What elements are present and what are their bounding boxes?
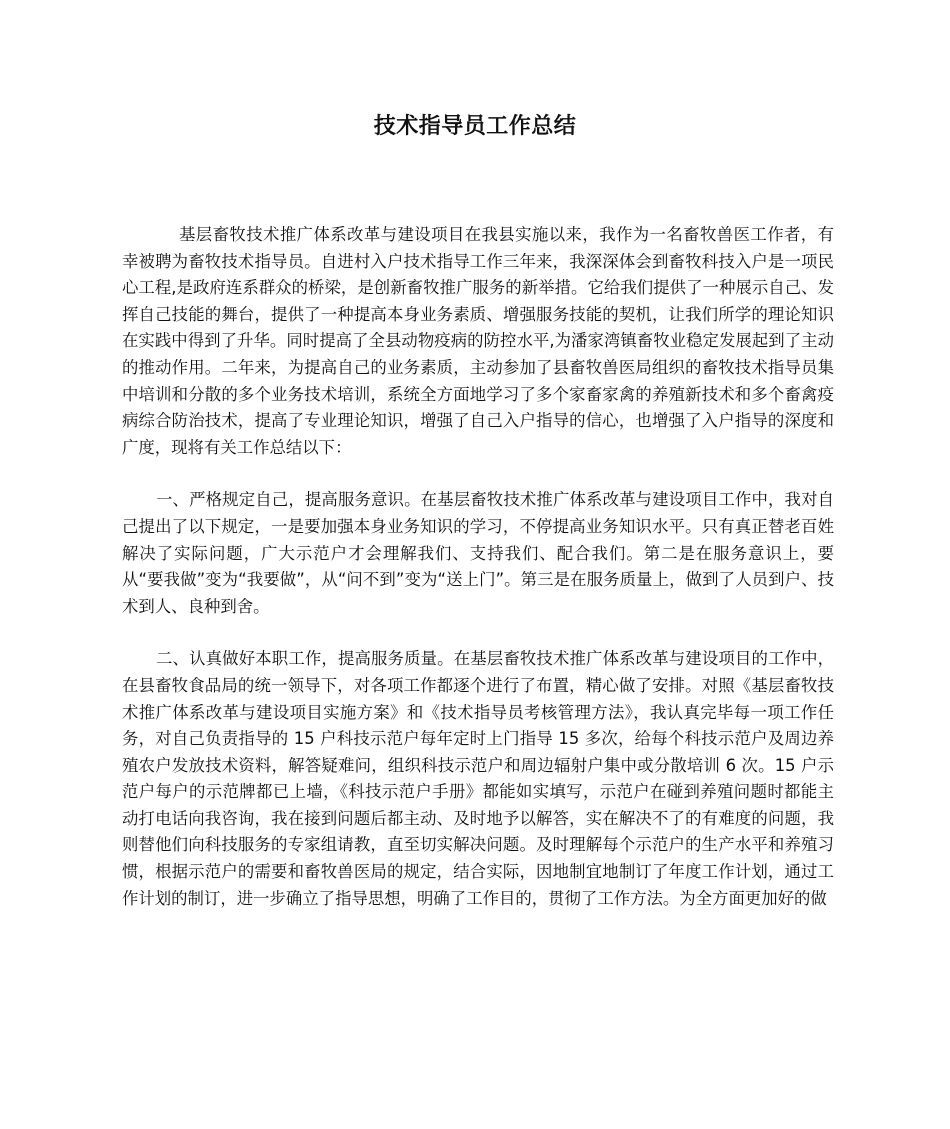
document-title: 技术指导员工作总结 xyxy=(373,113,577,139)
paragraph-section-2: 二、认真做好本职工作，提高服务质量。在基层畜牧技术推广体系改革与建设项目的工作中，在县畜牧食品局的统一领导下，对各项工作都逐个进行了布置，精心做了安排。对照《基层畜牧技术推广体系改革与建设项目实施方案》和《技术指导员考核管理方法》，我认真完毕每一项工作任务，对自己负责指导的 15 户科技示范户每年定时上门指导 15 多次，给每个科技示范户及周边养殖农户发放技术资料，解答疑难问，组织科技示范户和周边辐射户集中或分散培训 6 次。15 户示范户每户的示范牌都已上墙，《科技示范户手册》都能如实填写，示范户在碰到养殖问题时都能主动打电话向我咨询，我在接到问题后都主动、及时地予以解答，实在解决不了的有难度的问题，我则替他们向科技服务的专家组请教，直至切实解决问题。及时理解每个示范户的生产水平和养殖习惯，根据示范户的需要和畜牧兽医局的规定，结合实际，因地制宜地制订了年度工作计划，通过工作计划的制订，进一步确立了指导思想，明确了工作目的，贯彻了工作方法。为全方面更加好的做 xyxy=(122,649,834,908)
document-body xyxy=(122,222,834,912)
paragraph-section-1: 一、严格规定自己，提高服务意识。在基层畜牧技术推广体系改革与建设项目工作中，我对自己提出了以下规定，一是要加强本身业务知识的学习，不停提高业务知识水平。只有真正替老百姓解决了实际问题，广大示范户才会理解我们、支持我们、配合我们。第二是在服务意识上，要从“要我做”变为“我要做”，从“问不到”变为“送上门”。第三是在服务质量上，做到了人员到户、技术到人、良种到舍。 xyxy=(122,490,834,616)
paragraph-intro: 基层畜牧技术推广体系改革与建设项目在我县实施以来，我作为一名畜牧兽医工作者，有幸被聘为畜牧技术指导员。自进村入户技术指导工作三年来，我深深体会到畜牧科技入户是一项民心工程,是政府连系群众的桥梁，是创新畜牧推广服务的新举措。它给我们提供了一种展示自己、发挥自己技能的舞台，提供了一种提高本身业务素质、增强服务技能的契机，让我们所学的理论知识在实践中得到了升华。同时提高了全县动物疫病的防控水平,为潘家湾镇畜牧业稳定发展起到了主动的推动作用。二年来，为提高自己的业务素质，主动参加了县畜牧兽医局组织的畜牧技术指导员集中培训和分散的多个业务技术培训，系统全方面地学习了多个家畜家禽的养殖新技术和多个畜禽疫病综合防治技术，提高了专业理论知识，增强了自己入户指导的信心，也增强了入户指导的深度和广度，现将有关工作总结以下： xyxy=(122,225,834,457)
